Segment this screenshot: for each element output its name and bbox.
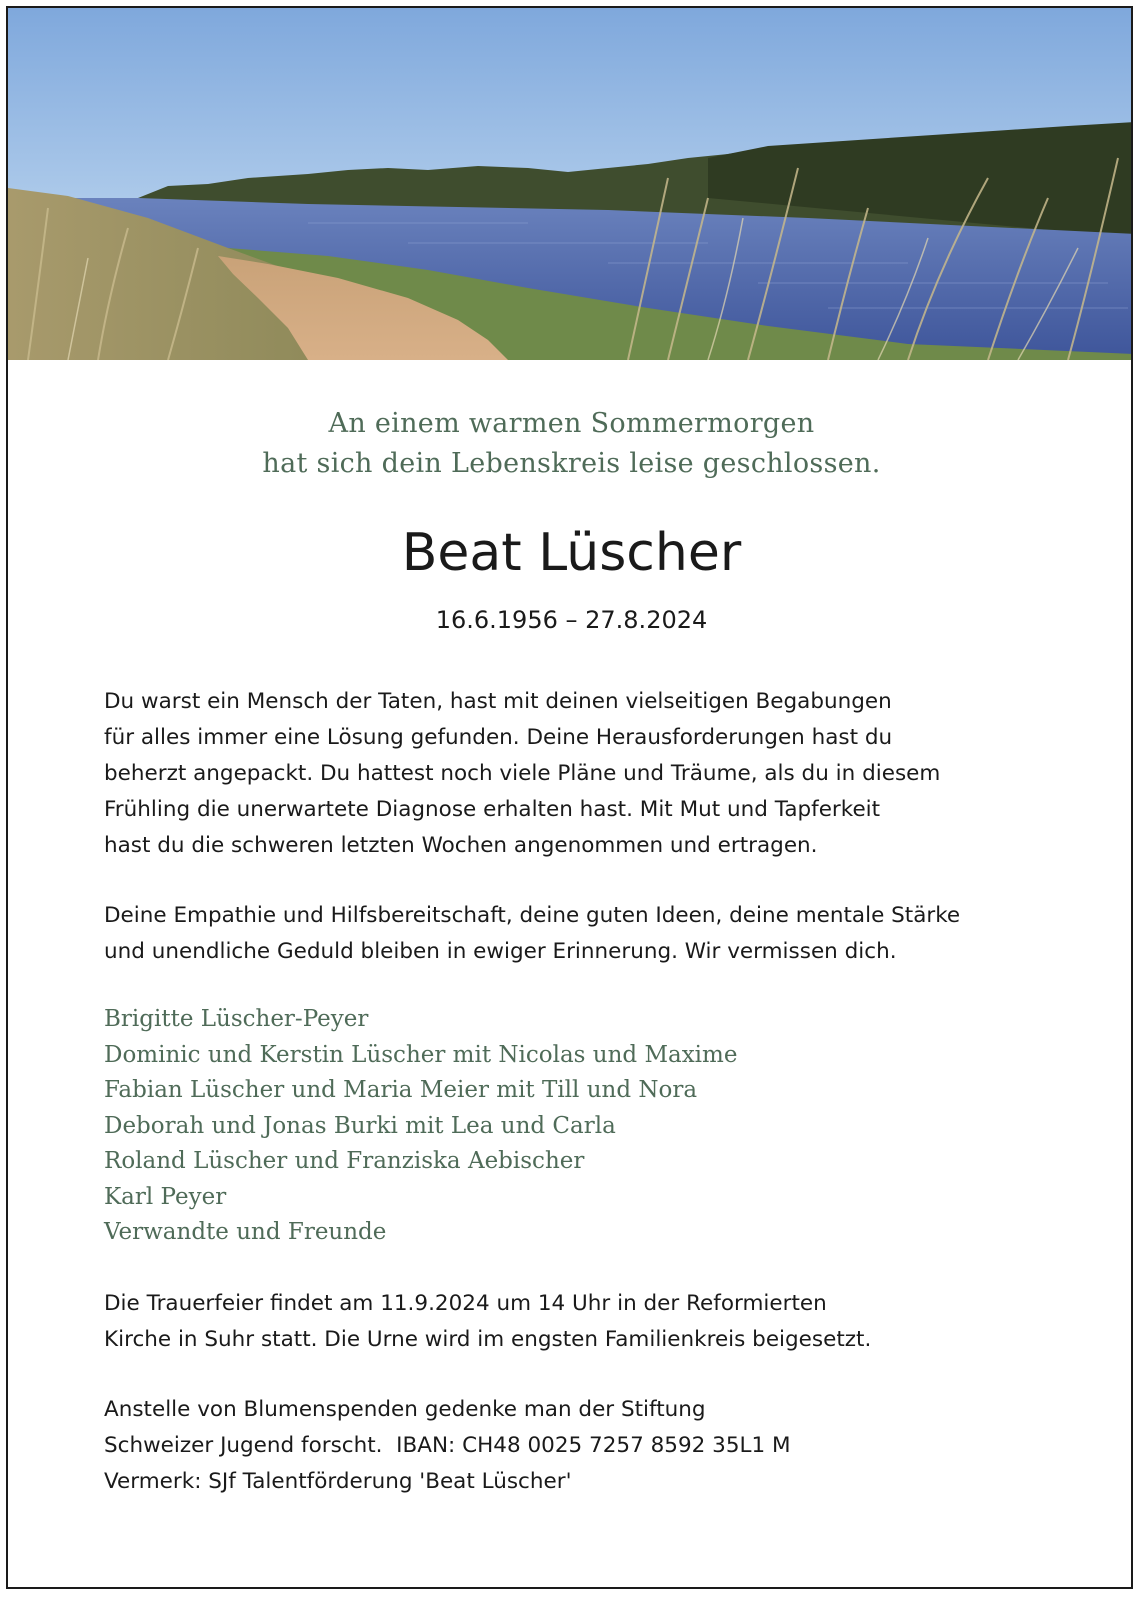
mourner-entry: Verwandte und Freunde xyxy=(104,1219,387,1245)
tribute-line: beherzt angepackt. Du hattest noch viele Pläne und Träume, als du in diesem xyxy=(104,761,941,786)
donation-notice xyxy=(104,1392,1064,1500)
mourner-entry: Dominic und Kerstin Lüscher mit Nicolas und Maxime xyxy=(104,1041,738,1068)
tribute-line: Frühling die unerwartete Diagnose erhalten hast. Mit Mut und Tapferkeit xyxy=(104,797,881,822)
tribute-line: und unendliche Geduld bleiben in ewiger Erinnerung. Wir vermissen dich. xyxy=(104,939,897,964)
tribute-paragraph-2 xyxy=(104,898,1064,970)
donation-line: Anstelle von Blumenspenden gedenke man der Stiftung xyxy=(104,1397,706,1422)
mourner-entry: Roland Lüscher und Franziska Aebischer xyxy=(104,1148,585,1174)
funeral-line: Kirche in Suhr statt. Die Urne wird im engsten Familienkreis beigesetzt. xyxy=(104,1327,872,1352)
tribute-line: Du warst ein Mensch der Taten, hast mit deinen vielseitigen Begabungen xyxy=(104,689,892,714)
verse-line-2: hat sich dein Lebenskreis leise geschlossen. xyxy=(262,448,881,479)
mourner-entry: Karl Peyer xyxy=(104,1183,227,1210)
tribute-line: hast du die schweren letzten Wochen angenommen und ertragen. xyxy=(104,833,818,858)
mourner-entry: Deborah und Jonas Burki mit Lea und Carla xyxy=(104,1112,616,1139)
tribute-line: Deine Empathie und Hilfsbereitschaft, deine guten Ideen, deine mentale Stärke xyxy=(104,903,961,928)
verse-line-1: An einem warmen Sommermorgen xyxy=(328,408,815,439)
funeral-line: Die Trauerfeier findet am 11.9.2024 um 14 Uhr in der Reformierten xyxy=(104,1291,827,1316)
tribute-line: für alles immer eine Lösung gefunden. Deine Herausforderungen hast du xyxy=(104,725,893,750)
funeral-notice xyxy=(104,1286,1064,1358)
life-dates: 16.6.1956 – 27.8.2024 xyxy=(435,606,708,634)
obituary-card xyxy=(6,6,1133,1589)
lake-path-photo xyxy=(8,8,1133,360)
tribute-paragraph-1 xyxy=(104,684,1064,864)
mourner-entry: Fabian Lüscher und Maria Meier mit Till und Nora xyxy=(104,1077,698,1103)
deceased-name: Beat Lüscher xyxy=(401,523,742,583)
donation-line: Schweizer Jugend forscht. IBAN: CH48 0025 7257 8592 35L1 M xyxy=(104,1433,791,1458)
mourner-entry: Brigitte Lüscher-Peyer xyxy=(104,1006,369,1032)
mourners-list xyxy=(104,1002,1064,1251)
donation-line: Vermerk: SJf Talentförderung 'Beat Lüscher' xyxy=(104,1469,572,1494)
memorial-verse xyxy=(8,404,1133,484)
